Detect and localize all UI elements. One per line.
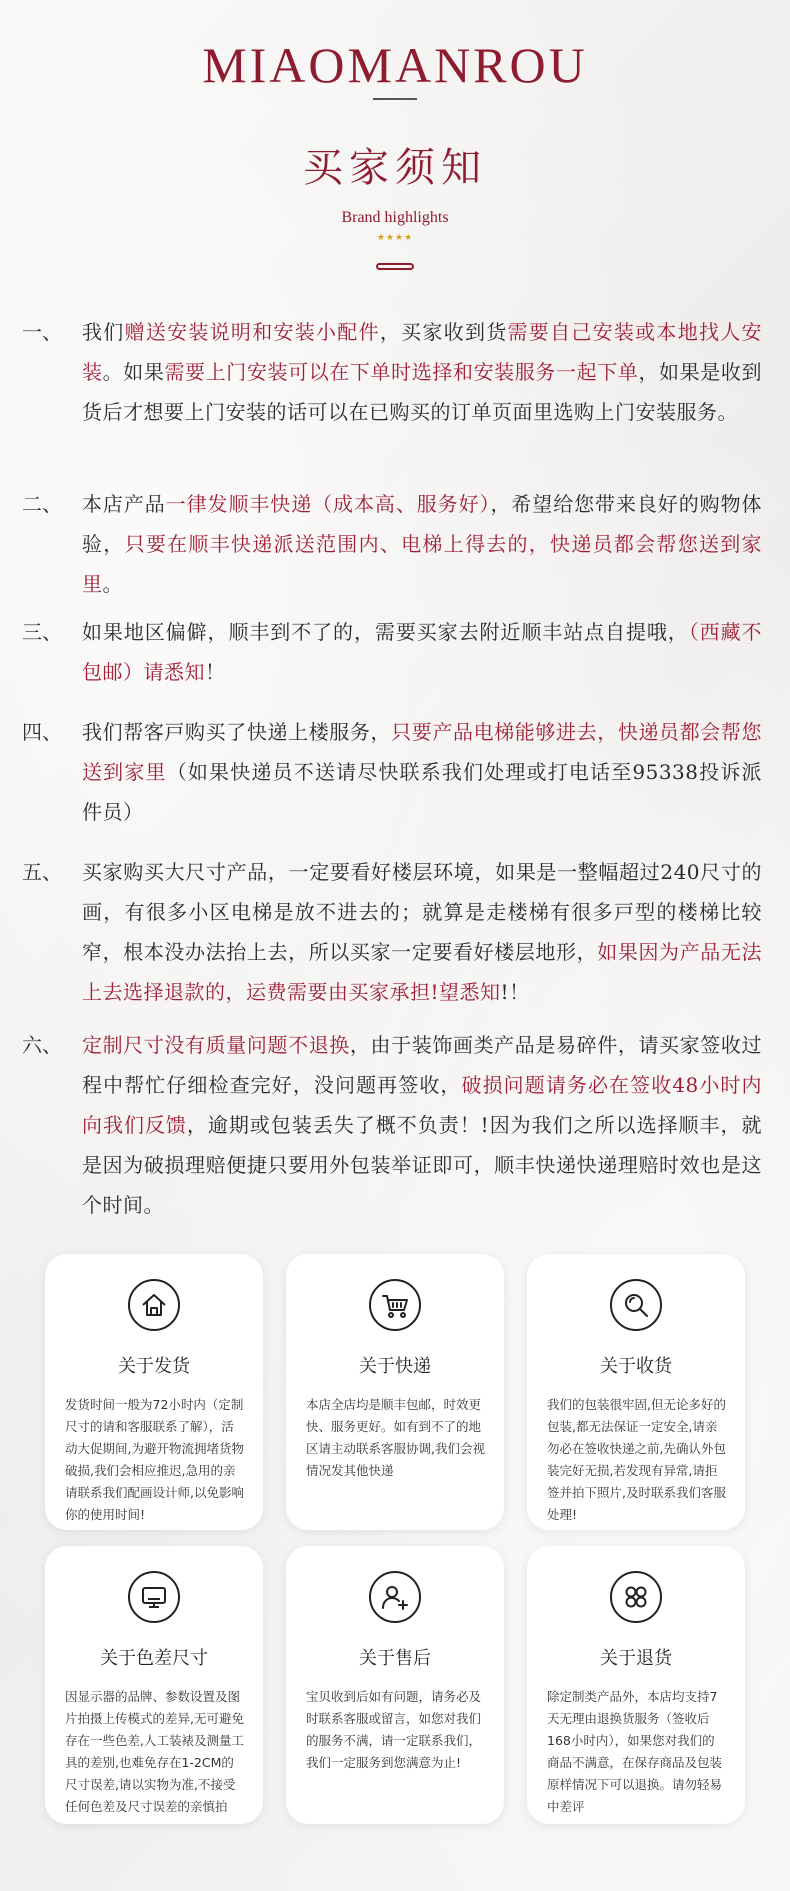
- info-card: [45, 1546, 263, 1824]
- notice-text: [82, 484, 762, 604]
- plain-text: ，逾期或包装丢失了概不负责！!因为我们之所以选择顺丰，就是因为破损理赔便捷只要用外包装举证即可，顺丰快递快递理赔时效也是这个时间。: [82, 1113, 762, 1217]
- highlight-text: 只要在顺丰快递派送范围内、电梯上得去的，快递员都会帮您送到家里: [82, 532, 763, 596]
- plain-text: 买家购买大尺寸产品，一定要看好楼层环境，如果是一整幅超过240尺寸的画，有很多小区电梯是放不进去的；就算是走楼梯有很多戸型的楼梯比较窄，根本没办法抬上去，所以买家一定要看好楼层地形，: [82, 860, 762, 964]
- decorative-pill: [376, 263, 414, 270]
- plain-text: !！: [500, 980, 530, 1004]
- plain-text: ，由于装饰画类产品是易碎件，请买家签收过程中帮忙仔细检查完好，没问题再签收，: [82, 1033, 762, 1097]
- plain-text: 我们帮客戸购买了快递上楼服务，: [82, 720, 392, 744]
- info-card: [286, 1546, 504, 1824]
- highlight-text: 破损问题请务必在签收48小时内向我们反馈: [82, 1073, 763, 1137]
- plain-text: ，买家收到货: [379, 320, 508, 344]
- card-description: 宝贝收到后如有问题，请务必及时联系客服或留言，如您对我们的服务不满，请一定联系我们，我们一定服务到您满意为止!: [306, 1689, 482, 1770]
- card-title: 关于色差尺寸: [100, 1648, 208, 1669]
- highlight-text: 如果因为产品无法上去选择退款的，运费需要由买家承担!望悉知: [82, 940, 762, 1004]
- card-description: 本店全店均是顺丰包邮，时效更快、服务更好。如有到不了的地区请主动联系客服协调,我们会视情况发其他快递: [306, 1397, 485, 1478]
- plain-text: 。如果: [102, 360, 165, 384]
- plain-text: （如果快递员不送请尽快联系我们处理或打电话至95338投诉派件员）: [82, 760, 763, 824]
- highlight-text: 只要产品电梯能够进去，快递员都会帮您送到家里: [82, 720, 762, 784]
- notice-item: [22, 852, 762, 1012]
- notice-text: [82, 712, 762, 832]
- highlight-text: 一律发顺丰快递（成本高、服务好）: [165, 492, 491, 516]
- card-title: 关于快递: [359, 1356, 431, 1377]
- info-card: [527, 1254, 745, 1530]
- plain-text: 我们: [82, 320, 125, 344]
- notice-number: 一、: [22, 320, 62, 344]
- brand-name: MIAOMANROU: [202, 37, 588, 93]
- card-title: 关于售后: [359, 1648, 431, 1669]
- plain-text: 。: [102, 572, 123, 596]
- notice-number: 六、: [22, 1033, 62, 1057]
- info-card: [45, 1254, 263, 1530]
- plain-text: 本店产品: [82, 492, 166, 516]
- search-icon: [610, 1279, 662, 1331]
- highlight-text: 需要上门安装可以在下单时选择和安装服务一起下单: [164, 360, 639, 384]
- notice-number: 二、: [22, 492, 62, 516]
- notice-item: [22, 312, 762, 432]
- highlight-text: 定制尺寸没有质量问题不退换: [82, 1033, 350, 1057]
- card-title: 关于发货: [118, 1356, 190, 1377]
- highlight-text: 赠送安装说明和安装小配件: [124, 320, 380, 344]
- user-add-icon: [369, 1571, 421, 1623]
- notice-text: [82, 312, 762, 432]
- notice-item: [22, 612, 762, 692]
- page-subtitle: Brand highlights: [341, 209, 449, 226]
- card-description: 除定制类产品外，本店均支持7天无理由退换货服务（签收后168小时内），如果您对我们的商品不满意，在保存商品及包装原样情况下可以退换。请勿轻易中差评: [547, 1689, 723, 1814]
- card-title: 关于退货: [600, 1648, 672, 1669]
- notice-text: [82, 612, 762, 692]
- card-description: 我们的包装很牢固,但无论多好的包装,都无法保证一定安全,请亲勿必在签收快递之前,先确认外包装完好无损,若发现有异常,请拒签并拍下照片,及时联系我们客服处理!: [547, 1397, 726, 1522]
- plain-text: ！: [205, 660, 226, 684]
- card-title: 关于收货: [600, 1356, 672, 1377]
- monitor-icon: [128, 1571, 180, 1623]
- highlight-text: （西藏不包邮）请悉知: [82, 620, 762, 684]
- notice-item: [22, 484, 762, 604]
- notice-text: [82, 852, 762, 1012]
- notice-item: [22, 1025, 762, 1225]
- brand-divider: [373, 98, 417, 100]
- notice-text: [82, 1025, 762, 1225]
- card-description: 因显示器的品牌、参数设置及图片拍摄上传模式的差异,无可避免存在一些色差,人工装裱及测量工具的差别,也难免存在1-2CM的尺寸误差,请以实物为准,不接受任何色差及尺寸误差的亲慎拍: [65, 1689, 244, 1814]
- card-description: 发货时间一般为72小时内（定制尺寸的请和客服联系了解），活动大促期间,为避开物流拥堵货物破损,我们会相应推迟,急用的亲请联系我们配画设计师,以免影响你的使用时间!: [65, 1397, 244, 1522]
- cart-icon: [369, 1279, 421, 1331]
- notice-number: 三、: [22, 620, 62, 644]
- notice-number: 四、: [22, 720, 62, 744]
- apps-icon: [610, 1571, 662, 1623]
- star-rating-icon: ★★★★: [376, 233, 414, 243]
- plain-text: ，希望给您带来良好的购物体验，: [82, 492, 762, 556]
- notice-item: [22, 712, 762, 832]
- highlight-text: 需要自己安装或本地找人安装: [82, 320, 763, 384]
- page-title: 买家须知: [303, 145, 487, 191]
- plain-text: 如果地区偏僻，顺丰到不了的，需要买家去附近顺丰站点自提哦，: [82, 620, 689, 644]
- notice-number: 五、: [22, 860, 62, 884]
- info-card: [527, 1546, 745, 1824]
- house-icon: [128, 1279, 180, 1331]
- plain-text: ，如果是收到货后才想要上门安装的话可以在已购买的订单页面里选购上门安装服务。: [82, 360, 762, 424]
- info-card: [286, 1254, 504, 1530]
